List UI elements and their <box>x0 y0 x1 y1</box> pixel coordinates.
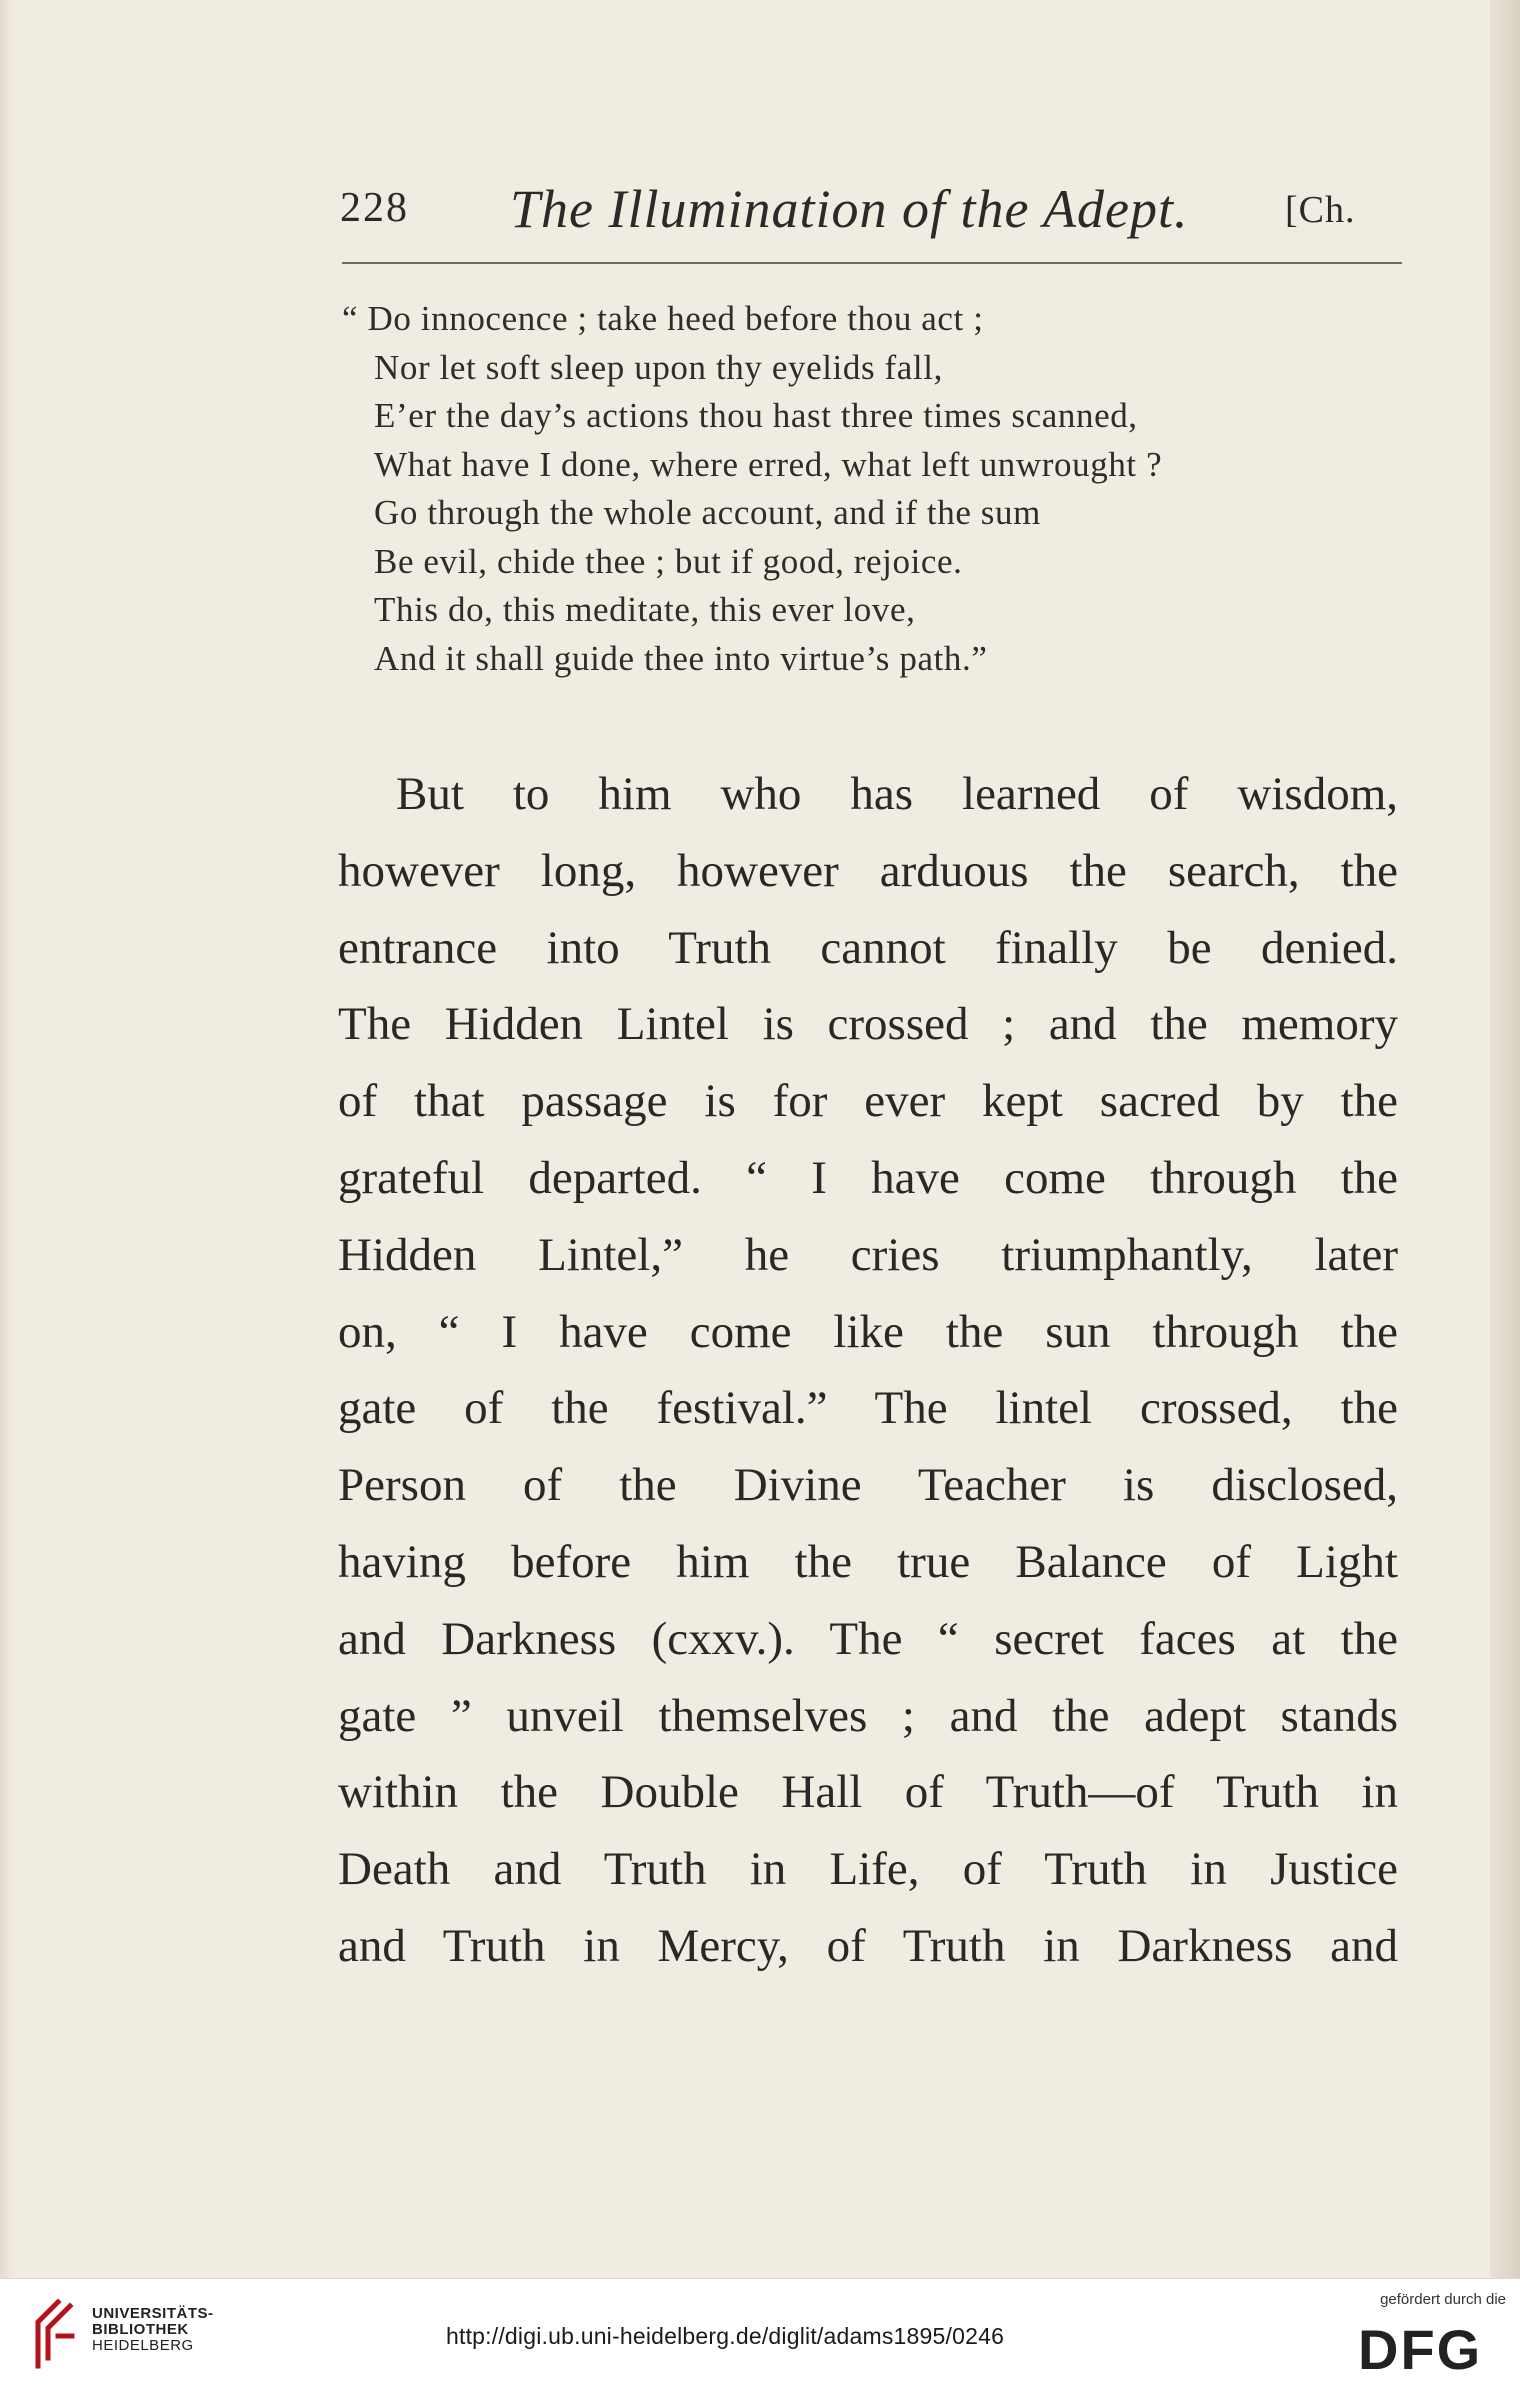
running-head <box>340 178 1420 248</box>
dfg-logo-icon[interactable] <box>1354 2317 1504 2377</box>
verse-line: And it shall guide thee into virtue’s path.” <box>374 638 988 678</box>
body-line: however long, however arduous the search, the <box>338 844 1398 897</box>
body-line: on, “ I have come like the sun through the <box>338 1305 1398 1358</box>
verse-line: Go through the whole account, and if the sum <box>374 493 1041 532</box>
body-line: of that passage is for ever kept sacred by the <box>338 1075 1398 1128</box>
page-number: 228 <box>340 185 409 231</box>
verse-line: E’er the day’s actions thou hast three times scanned, <box>374 396 1138 435</box>
verse-line: Nor let soft sleep upon thy eyelids fall, <box>374 347 943 387</box>
body-line: gate of the festival.” The lintel crossed, the <box>338 1382 1398 1435</box>
body-line: Death and Truth in Life, of Truth in Justice <box>338 1843 1398 1896</box>
header-rule <box>342 262 1402 264</box>
verse-line: What have I done, where erred, what left unwrought ? <box>374 444 1163 484</box>
body-line: gate ” unveil themselves ; and the adept stands <box>338 1689 1398 1742</box>
body-paragraph <box>338 756 1398 1985</box>
logo-stroke <box>48 2306 70 2358</box>
verse-line: Be evil, chide thee ; but if good, rejoice. <box>374 541 963 581</box>
library-name <box>92 2306 214 2354</box>
chapter-reference: [Ch. <box>1285 189 1356 231</box>
footer-bar <box>0 2278 1520 2392</box>
body-line: entrance into Truth cannot finally be denied. <box>338 921 1398 974</box>
body-line: But to him who has learned of wisdom, <box>396 768 1398 820</box>
body-line: The Hidden Lintel is crossed ; and the memory <box>338 998 1398 1051</box>
dfg-logo-text: DFG <box>1358 2318 1483 2377</box>
library-name-line: BIBLIOTHEK <box>92 2321 189 2338</box>
body-line: and Truth in Mercy, of Truth in Darkness and <box>338 1919 1398 1972</box>
body-line: grateful departed. “ I have come through the <box>338 1151 1398 1204</box>
body-line: having before him the true Balance of Light <box>338 1535 1398 1588</box>
funding-label: gefördert durch die <box>1380 2291 1506 2308</box>
library-name-line: HEIDELBERG <box>92 2337 194 2354</box>
source-url-link[interactable]: http://digi.ub.uni-heidelberg.de/diglit/adams1895/0246 <box>446 2323 1005 2349</box>
running-title: The Illumination of the Adept. <box>510 179 1189 239</box>
body-line: Hidden Lintel,” he cries triumphantly, later <box>338 1228 1398 1281</box>
verse-line: This do, this meditate, this ever love, <box>374 590 916 629</box>
verse-line: “ Do innocence ; take heed before thou act ; <box>342 299 984 338</box>
body-line: within the Double Hall of Truth—of Truth in <box>338 1766 1398 1819</box>
library-logo-icon[interactable] <box>28 2296 80 2372</box>
library-name-line: UNIVERSITÄTS- <box>92 2305 214 2322</box>
body-line: Person of the Divine Teacher is disclosed, <box>338 1459 1398 1512</box>
body-line: and Darkness (cxxv.). The “ secret faces at the <box>338 1612 1398 1665</box>
page-edge-left <box>0 0 14 2278</box>
verse-block <box>342 295 1402 683</box>
page-edge-right <box>1490 0 1520 2278</box>
